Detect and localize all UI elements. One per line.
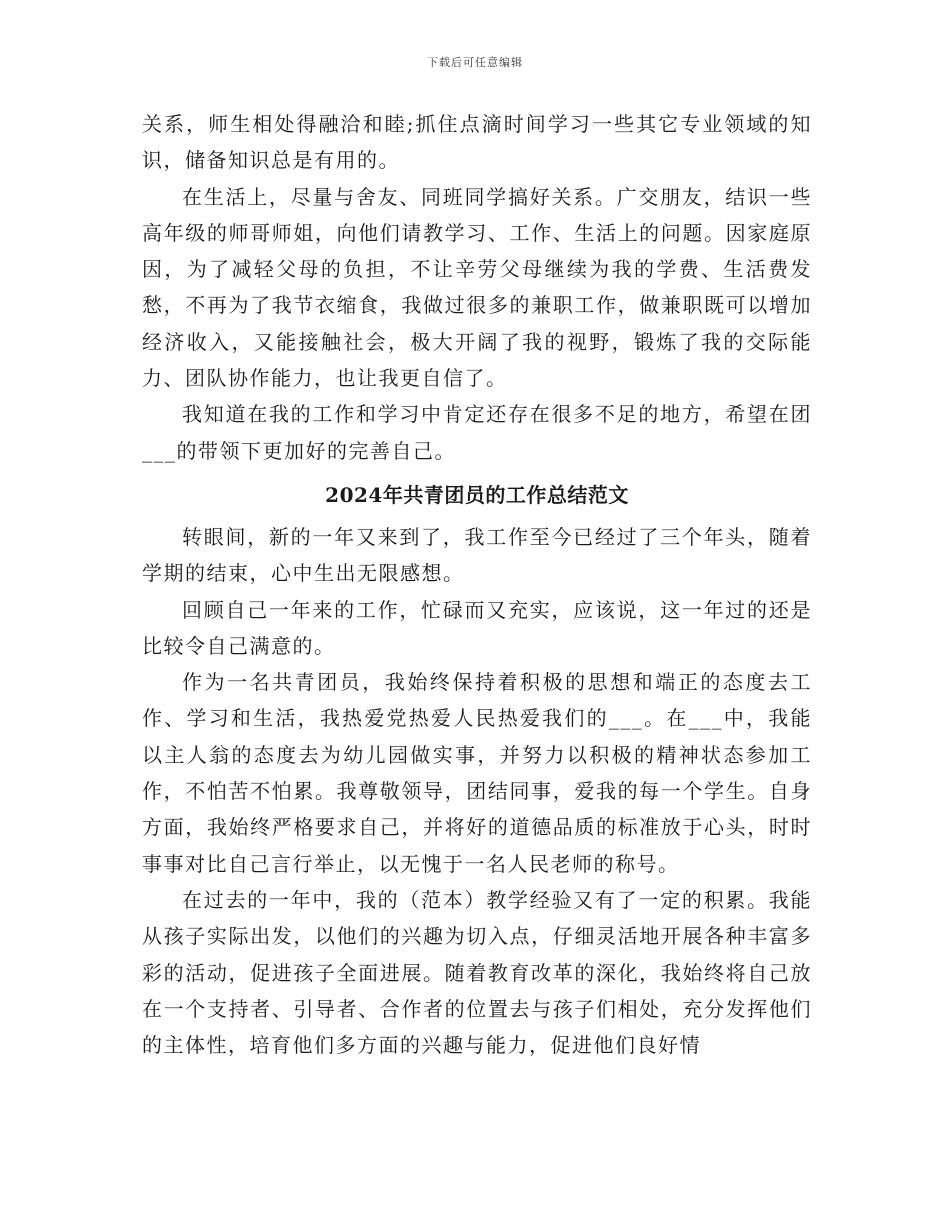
section-title: 2024年共青团员的工作总结范文 [325, 482, 629, 507]
document-body [142, 106, 812, 1063]
paragraph-life: 在生活上，尽量与舍友、同班同学搞好关系。广交朋友，结识一些高年级的师哥师姐，向他们请教学习、工作、生活上的问题。因家庭原因，为了减轻父母的负担，不让辛劳父母继续为我的学费、生活费发愁，不再为了我节衣缩食，我做过很多的兼职工作，做兼职既可以增加经济收入，又能接触社会，极大开阔了我的视野，锻炼了我的交际能力、团队协作能力，也让我更自信了。 [142, 184, 812, 391]
paragraph-member: 作为一名共青团员，我始终保持着积极的思想和端正的态度去工作、学习和生活，我热爱党热爱人民热爱我们的___。在___中，我能以主人翁的态度去为幼儿园做实事，并努力以积极的精神状态参加工作，不怕苦不怕累。我尊敬领导，团结同事，爱我的每一个学生。自身方面，我始终严格要求自己，并将好的道德品质的标准放于心头，时时事事对比自己言行举止，以无愧于一名人民老师的称号。 [142, 670, 812, 876]
paragraph-intro: 转眼间，新的一年又来到了，我工作至今已经过了三个年头，随着学期的结束，心中生出无限感想。 [142, 524, 812, 586]
paragraph-review: 回顾自己一年来的工作，忙碌而又充实，应该说，这一年过的还是比较令自己满意的。 [142, 597, 812, 658]
paragraph-shortcomings: 我知道在我的工作和学习中肯定还存在很多不足的地方，希望在团___的带领下更加好的完善自己。 [142, 402, 812, 463]
paragraph-teaching: 在过去的一年中，我的（范本）教学经验又有了一定的积累。我能从孩子实际出发，以他们的兴趣为切入点，仔细灵活地开展各种丰富多彩的活动，促进孩子全面进展。随着教育改革的深化，我始终将自己放在一个支持者、引导者、合作者的位置去与孩子们相处，充分发挥他们的主体性，培育他们多方面的兴趣与能力，促进他们良好情 [142, 887, 812, 1058]
page-header-note: 下载后可任意编辑 [427, 56, 523, 69]
paragraph-continuation: 关系，师生相处得融洽和睦;抓住点滴时间学习一些其它专业领域的知识，储备知识总是有用的。 [142, 112, 812, 173]
